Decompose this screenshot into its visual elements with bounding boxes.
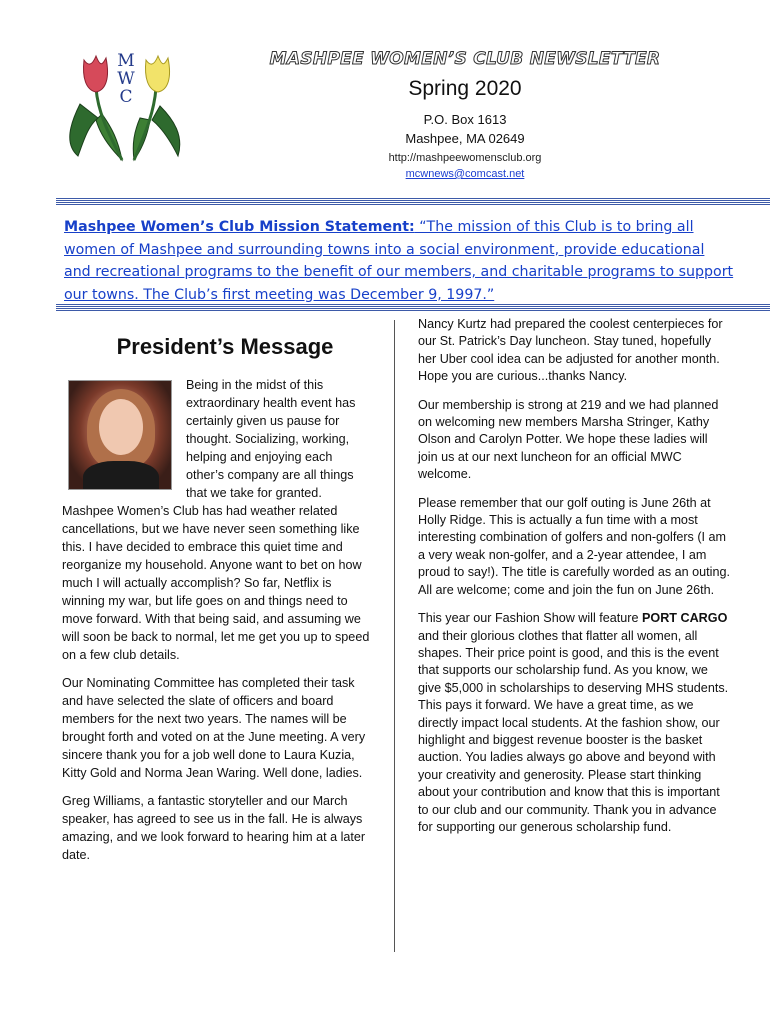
fashion-show-paragraph [418,610,730,836]
president-paragraph: Being in the midst of this extraordinary health event has certainly given us pause for thought. Socializing, working, helping and enjoying each other’s company are all things that we take for granted. Mashpee Women’s Club has had weather related cancellations, but we have never seen something like this. I have decided to embrace this quiet time and reorganize my household. Anyone want to bet on how much I will actually accomplish? So far, Netflix is winning my war, but life goes on and things need to move forward. With that being said, and assuming we will soon be back to normal, let me get you up to speed on a few club details. [62,378,370,662]
mission-statement [64,216,734,306]
newsletter-title: MASHPEE WOMEN’S CLUB NEWSLETTER [269,49,661,69]
mission-text: “The mission of this Club is to bring all women of Mashpee and surrounding towns into a social environment, provide educational and recreational programs to the benefit of our members, and charitable programs to support our towns. The Club’s first meeting was December 9, 1997.” [64,219,734,303]
website-text: http://mashpeewomensclub.org [388,152,542,164]
president-paragraph: Our Nominating Committee has completed their task and have selected the slate of officers and board members for the next two years. The names will be brought forth and voted on at the June meeting. A very sincere thank you for a job well done to Laura Kuzia, Kitty Gold and Norma Jean Waring. Well done, ladies. [62,676,366,780]
right-column [418,316,730,847]
address-city: Mashpee, MA 02649 [405,131,525,146]
presidents-message [62,332,370,874]
column-divider [394,320,395,952]
divider-bottom [56,304,770,311]
tulips-logo-icon [60,44,190,162]
fashion-show-text: This year our Fashion Show will feature [418,611,642,626]
presidents-message-heading: President’s Message [116,334,334,359]
membership-paragraph: Our membership is strong at 219 and we had planned on welcoming new members Marsha Stringer, Kathy Olson and Carolyn Potter. We hope these ladies will join us at our next luncheon for an official MWC welcome. [418,397,719,482]
email-link[interactable]: mcwnews@comcast.net [405,168,525,180]
masthead [240,48,690,182]
issue-title: Spring 2020 [408,77,522,100]
address-po-box: P.O. Box 1613 [423,112,507,127]
port-cargo-name: PORT CARGO [642,611,728,626]
mission-label: Mashpee Women’s Club Mission Statement: [64,219,415,235]
logo-letter-c: C [119,87,133,107]
divider-top [56,198,770,205]
centerpieces-paragraph: Nancy Kurtz had prepared the coolest centerpieces for our St. Patrick’s Day luncheon. Stay tuned, hopefully her Uber cool idea can be adjusted for another month. Hope you are curious...thanks Nancy. [418,317,723,384]
golf-outing-paragraph: Please remember that our golf outing is June 26th at Holly Ridge. This is actually a fun time with a most interesting combination of golfers and non-golfers (I am a very weak non-golfer, and a 2-year attendee, I am proud to say!). The title is carefully worded as an outing. All are welcome; come and join the fun on June 26th. [418,495,730,597]
president-photo [68,380,172,490]
fashion-show-text: and their glorious clothes that flatter all women, all shapes. Their price point is good, and this is the event that supports our scholarship fund. As you know, we give $5,000 in scholarships to deserving MHS students. This pays it forward. We have a great time, as we directly impact local students. At the fashion show, our highlight and biggest revenue booster is the basket auction. You ladies always go above and beyond with your creativity and generosity. Please start thinking about your contribution and know that this is important to our club and our community. Thank you in advance for supporting our generous scholarship fund. [418,628,729,834]
president-paragraph: Greg Williams, a fantastic storyteller and our March speaker, has agreed to see us in the fall. He is always amazing, and we look forward to hearing him at a later date. [62,794,366,862]
logo-letter-w: W [117,69,135,89]
logo-letter-m: M [117,51,135,71]
